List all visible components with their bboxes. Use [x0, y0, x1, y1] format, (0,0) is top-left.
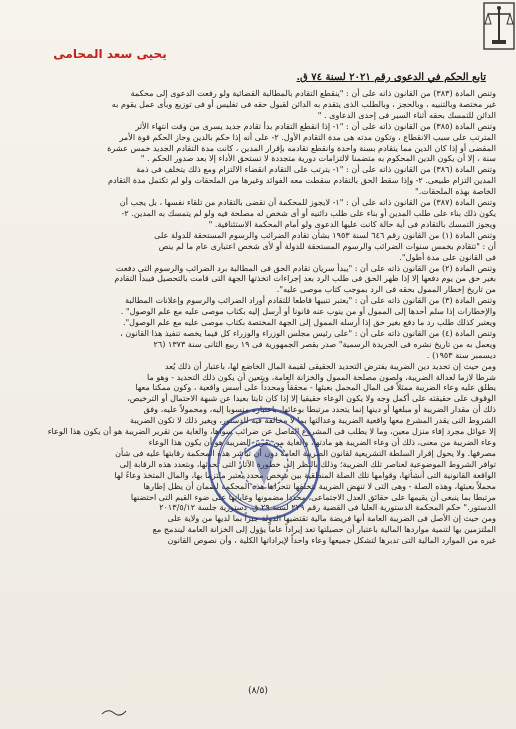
page-number: (٨/٥)	[248, 686, 268, 696]
judgment-body-text: وتنص المادة (٣٨٣) من القانون ذاته على أن : "ينقطع التقادم بالمطالبة القضائية ولو رفعت الدعوى إلى محكمة غير مختصة وبالتنبيه ، وبالحجز ، وبالطلب الذى يتقدم به الدائن لقبول حقه فى تفليس أو فى توزيع وبأى عمل يقوم به الدائن للتمسك بحقه أثناء السير فى إحدى الدعاوى . " وتنص المادة (٣٨٥) من القانون ذاته على أن : "١- إذا انقطع التقادم بدأ تقادم جديد يسرى من وقت انتهاء الأثر المترتب على سبب الانقطاع ، وتكون مدته هى مدة التقادم الأول. ٢- على أنه إذا حكم بالدين وحاز الحكم قوة الأمر المقضى أو إذا كان الدين مما يتقادم بسنة واحدة وانقطع تقادمه بإقرار المدين ، كانت مدة التقادم الجديد خمس عشرة سنة ، إلا أن يكون الدين المحكوم به متضمنا لالتزامات دورية متجددة لا تستحق الأداء إلا بعد صدور الحكم . " وتنص المادة (٣٨٦) من القانون ذاته على أن : "١- يترتب على التقادم انقضاء الالتزام ومع ذلك يتخلف فى ذمة المدين التزام طبيعى. ٢- وإذا سقط الحق بالتقادم سقطت معه الفوائد وغيرها من الملحقات ولو لم تكتمل مدة التقادم الخاصة بهذه الملحقات." وتنص المادة (٣٨٧) من القانون ذاته على أن : "١- لايجوز للمحكمة أن تقضى بالتقادم من تلقاء نفسها ، بل يجب أن يكون ذلك بناء على طلب المدين أو بناء على طلب دائنيه أو أى شخص له مصلحة فيه ولو لم يتمسك به المدين. ٢- ويجوز التمسك بالتقادم فى أية حالة كانت عليها الدعوى ولو أمام المحكمة الاستئنافية. " وتنص المادة (١) من القانون رقم ٦٤٦ لسنة ١٩٥٣ بشأن تقادم الضرائب والرسوم المستحقة للدولة على أن : "تتقادم بخمس سنوات الضرائب والرسوم المستحقة للدولة أو لأى شخص اعتبارى عام ما لم ينص فى القانون على مدة أطول". وتنص المادة (٢) من القانون ذاته على أن : "يبدأ سريان تقادم الحق فى المطالبة برد الضرائب والرسوم التى دفعت بغير حق من يوم دفعها إلا إذا ظهر الحق فى طلب الرد بعد إجراءات اتخذتها الجهة التى قامت بالتحصيل فيبدأ التقادم من تاريخ إخطار الممول بحقه فى الرد بموجب كتاب موصى عليه". وتنص المادة (٣) من القانون ذاته على أن : "يعتبر تنبيها قاطعا للتقادم أوراد الضرائب والرسوم وإعلانات المطالبة والإخطارات إذا سلم أحدها إلى الممول أو من ينوب عنه قانونا أو أرسل إليه بكتاب موصى عليه مع علم الوصول" . ويعتبر كذلك طلب رد ما دفع بغير حق إذا أرسله الممول إلى الجهة المختصة بكتاب موصى عليه مع علم الوصول". وتنص المادة (٤) من القانون ذاته على أن : "على رئيس مجلس الوزراء والوزراء كل فيما يخصه تنفيذ هذا القانون ، ويعمل به من تاريخ نشره فى الجريدة الرسمية" صدر بقصر الجمهورية فى ١٩ ربيع الثانى سنة ١٣٧٣ (٢٦ ديسمبر سنة ١٩٥٣) . ومن حيث إن تحديد دين الضريبة يفترض التحديد الحقيقى لقيمة المال الخاضع لها، باعتبار أن ذلك يُعد شرطا لازما لعدالة الضريبة، ولصون مصلحة الممول والخزانة العامة، ويتعين أن يكون ذلك التحديد - وهو ما يطلق عليه وعاء الضريبة ممثلاً فى المال المحمل بعبئها - محققاً ومحدداً على أسس واقعية ، وكون ممكنا معها الوقوف على حقيقته على أكمل وجه ولا يكون الوعاء حقيقيا إلا إذا كان ثابتا بعيدا عن شبهة الاحتمال أو الترخيص، ذلك أن مقدار الضريبة أو مبلغها أو دينها إنما يتحدد مرتبطا بوعائها، باعتباره منسوبا إليه، ومحمولاً عليه، وفق الشروط التى يقدر المشرع معها واقعية الضريبة وعدالتها بما لا مخالفة فيه للدستور، ويغير ذلك لا تكون الضريبة إلا عوائل مجرد إفاء منزل معين، وما لا يطلب فى المشروع الفاصل عن ضرائب سواها، والغاية من تقرير الضريبة هو أن يكون هذا الوعاء وعاء الضريبة من معنى، ذلك أن وعاء الضريبة هو مادتها، والغاية من تقرير الضريبة هو أن يكون هذا الوعاء مصرفها. ولا يحول إقرار السلطة التشريعية لقانون الضريبة العامة تباشر هذه المحكمة رقابتها عليه فى شأن توافر الشروط الموضوعية لعناصر تلك الضريبة؛ وذلك بالنظر إلى الآثار التى تحدثها، وبتعدد هذه الرقابة إلى الواقعة القانونية التى أنشأتها، وقوامها تلك الصلة المنطقية بين شخص محدد يعتبر ملتزما بها، والمال المتخذ وعاءً لها محملاً بعبئها، وهذه الصلة - وهى التى لا تنهض الضريبة بتخلفها تتحراها هذه المحكمة لضمان أن يظل إطارها مرتبطا بما ينبغى أن يقيمها على حقائق العدل الاجتماعى، محددا مضمونها وغاياتها على ضوء القيم التى احتضنها الدستور." حكم المحكمة الدستورية العليا فى القضية رقم ٢٢٩ لسنة ٢٩ ق. دستورية جلسة ٢٠١٣/٥/١٢ ومن حيث إن الأصل فى الضريبة العامة أنها فريضة مالية تقتضيها الدولة جبراً بما لديها من ولاية على الملتزمين بها لتنمية مواردها المالية باعتبار أن حصيلتها تعد إيراداً عاماً يؤول إلى الخزانة العامة ليندمج مع غيره من الموارد المالية التى تدبرها لتشكل جميعها وعاء واحداً لإيراداتها الكلية ، وأن نصوص القانون	[47, 88, 496, 546]
lawyer-name: يحيى سعد المحامى	[53, 47, 167, 61]
initials-mark	[100, 706, 130, 718]
scales-of-justice-logo	[483, 2, 515, 50]
case-reference: تابع الحكم في الدعوى رقم ٢٠٢١ لسنة ٧٤ ق.	[296, 72, 486, 83]
official-seal-stamp	[205, 405, 323, 523]
